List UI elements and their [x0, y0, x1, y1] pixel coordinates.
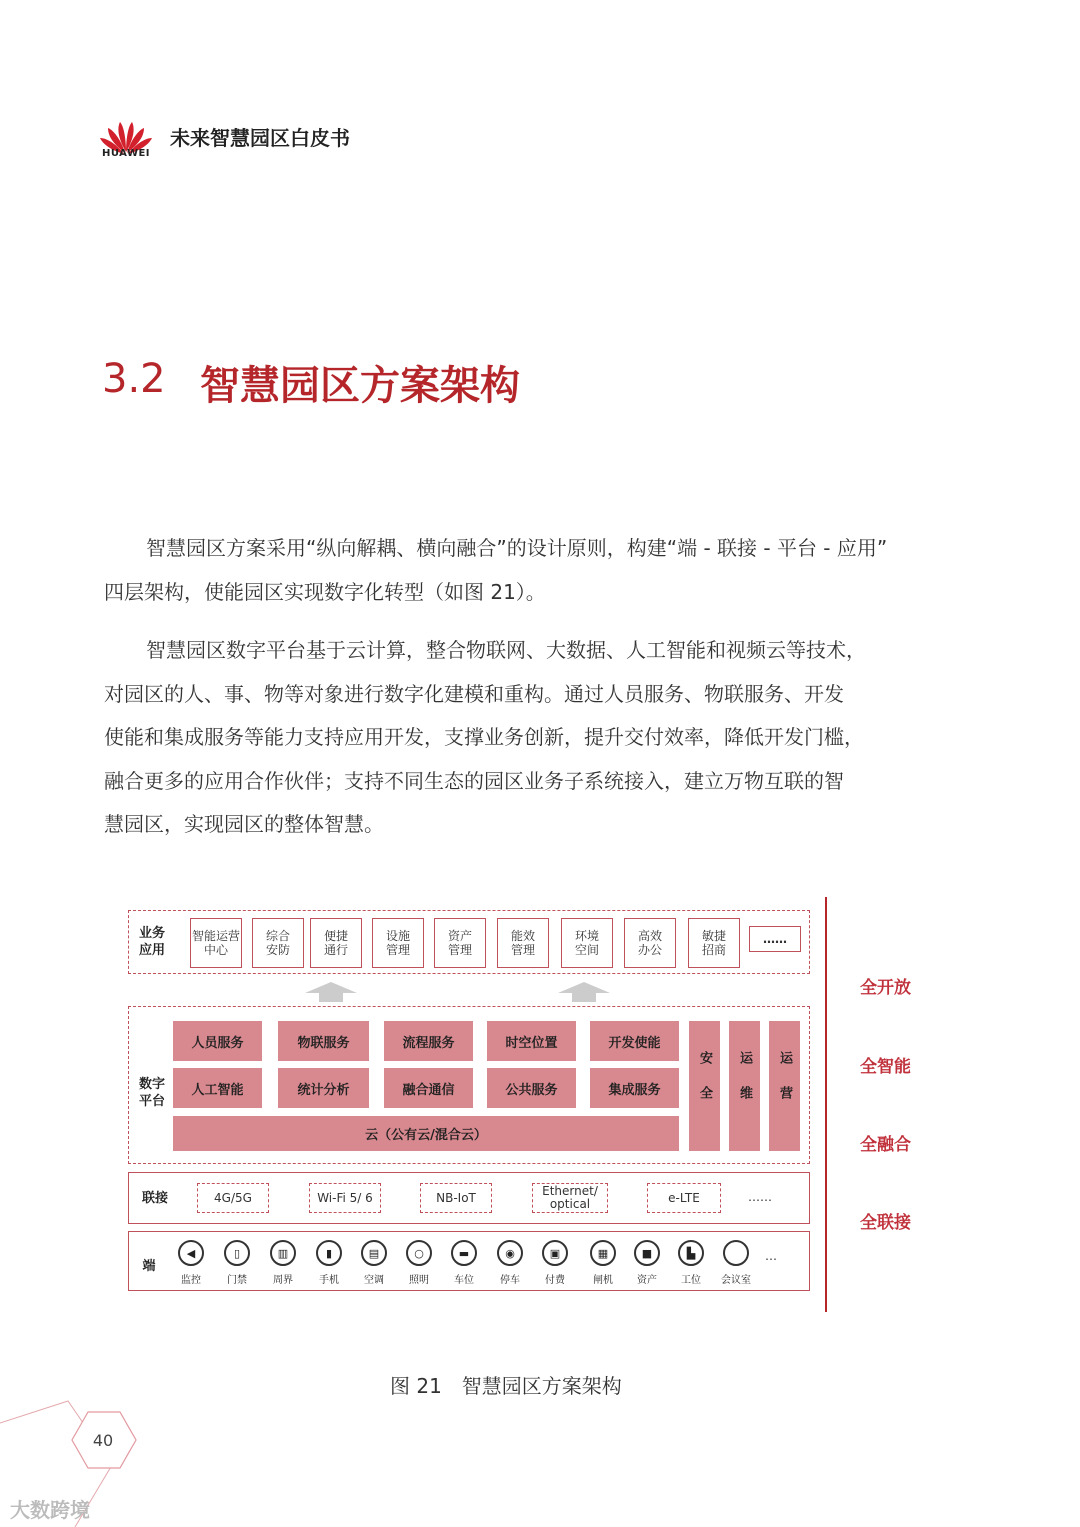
paragraph-line: 智慧园区方案采用“纵向解耦、横向融合”的设计原则，构建“端 - 联接 - 平台 - 应用” [146, 536, 888, 560]
app-item: 设施 管理 [372, 918, 424, 968]
app-item: 综合 安防 [252, 918, 304, 968]
up-arrow-icon [303, 980, 359, 1002]
connect-item: e-LTE [647, 1183, 721, 1213]
paragraph-line: 对园区的人、事、物等对象进行数字化建模和重构。通过人员服务、物联服务、开发 [104, 681, 844, 706]
page-number: 40 [92, 1430, 114, 1450]
device-label: 手机 [319, 1275, 339, 1286]
app-item: 智能运营 中心 [190, 918, 242, 968]
device-label: 周界 [273, 1275, 293, 1286]
asset-icon: ■ [634, 1240, 660, 1266]
car-icon: ▬ [451, 1240, 477, 1266]
device-label: 停车 [500, 1275, 520, 1286]
connect-item-more: …… [748, 1190, 772, 1204]
platform-layer-label: 数字 平台 [138, 1077, 165, 1109]
cloud-bar: 云（公有云/混合云） [173, 1116, 679, 1151]
parking-icon: ◉ [497, 1240, 523, 1266]
gate-icon: ▦ [590, 1240, 616, 1266]
app-item: 资产 管理 [434, 918, 486, 968]
paragraph-line: 慧园区，实现园区的整体智慧。 [104, 812, 384, 836]
paragraph-1 [104, 527, 934, 614]
app-item: 敏捷 招商 [688, 918, 740, 968]
logo-text: HUAWEI [101, 148, 151, 159]
section-number: 3.2 [102, 356, 166, 402]
platform-service: 融合通信 [384, 1068, 473, 1108]
device-label: 付费 [545, 1275, 565, 1286]
connect-item: Wi-Fi 5/ 6 [309, 1183, 381, 1213]
device-more: … [765, 1249, 777, 1263]
desk-icon: ▙ [678, 1240, 704, 1266]
camera-icon: ◀ [178, 1240, 204, 1266]
door-icon: ▯ [224, 1240, 250, 1266]
platform-service: 集成服务 [590, 1068, 679, 1108]
device-label: 门禁 [227, 1275, 247, 1286]
security-label: 安全 [697, 1051, 712, 1121]
device-label: 工位 [681, 1275, 701, 1286]
platform-service: 人工智能 [173, 1068, 262, 1108]
fence-icon: ▥ [270, 1240, 296, 1266]
diagram-divider [825, 897, 827, 1312]
platform-service: 流程服务 [384, 1021, 473, 1061]
app-item: 能效 管理 [497, 918, 549, 968]
operations-column [769, 1021, 800, 1151]
paragraph-line: 四层架构，使能园区实现数字化转型（如图 21）。 [104, 579, 546, 604]
app-item: 环境 空间 [561, 918, 613, 968]
figure-caption: 图 21 智慧园区方案架构 [390, 1374, 622, 1398]
document-title: 未来智慧园区白皮书 [170, 126, 350, 150]
app-item: 便捷 通行 [310, 918, 362, 968]
connect-item: Ethernet/ optical [532, 1183, 608, 1213]
paragraph-line: 智慧园区数字平台基于云计算，整合物联网、大数据、人工智能和视频云等技术， [146, 638, 866, 662]
platform-service: 公共服务 [487, 1068, 576, 1108]
device-label: 闸机 [593, 1275, 613, 1286]
paragraph-line: 融合更多的应用合作伙伴；支持不同生态的园区业务子系统接入，建立万物互联的智 [104, 768, 844, 793]
connect-item: 4G/5G [197, 1183, 269, 1213]
app-layer-label: 业务 应用 [138, 926, 165, 958]
side-label-open: 全开放 [860, 978, 911, 998]
payment-icon: ▣ [542, 1240, 568, 1266]
device-label: 监控 [181, 1275, 201, 1286]
operations-label: 运营 [777, 1051, 792, 1121]
connect-item: NB-IoT [420, 1183, 492, 1213]
ops-maintenance-column [729, 1021, 760, 1151]
platform-service: 时空位置 [487, 1021, 576, 1061]
side-label-connected: 全联接 [860, 1213, 911, 1233]
app-item-more: …… [749, 926, 801, 952]
side-label-intelligent: 全智能 [860, 1057, 911, 1077]
device-label: 车位 [454, 1275, 474, 1286]
app-item: 高效 办公 [624, 918, 676, 968]
ac-icon: ▤ [361, 1240, 387, 1266]
watermark: 大数跨境 [10, 1498, 90, 1522]
phone-icon: ▮ [316, 1240, 342, 1266]
meeting-room-icon [723, 1240, 749, 1266]
bulb-icon: ○ [406, 1240, 432, 1266]
platform-service: 人员服务 [173, 1021, 262, 1061]
device-label: 空调 [364, 1275, 384, 1286]
security-column [689, 1021, 720, 1151]
section-title: 智慧园区方案架构 [200, 363, 520, 409]
device-label: 资产 [637, 1275, 657, 1286]
paragraph-2 [104, 629, 934, 847]
platform-service: 物联服务 [278, 1021, 369, 1061]
paragraph-line: 使能和集成服务等能力支持应用开发，支撑业务创新，提升交付效率，降低开发门槛， [104, 725, 864, 749]
device-label: 照明 [409, 1275, 429, 1286]
up-arrow-icon [556, 980, 612, 1002]
side-label-converged: 全融合 [860, 1135, 911, 1155]
connect-layer-label: 联接 [141, 1191, 168, 1206]
device-layer-label: 端 [142, 1259, 156, 1274]
platform-service: 开发使能 [590, 1021, 679, 1061]
device-label: 会议室 [721, 1275, 751, 1286]
ops-maintenance-label: 运维 [737, 1051, 752, 1121]
platform-service: 统计分析 [278, 1068, 369, 1108]
